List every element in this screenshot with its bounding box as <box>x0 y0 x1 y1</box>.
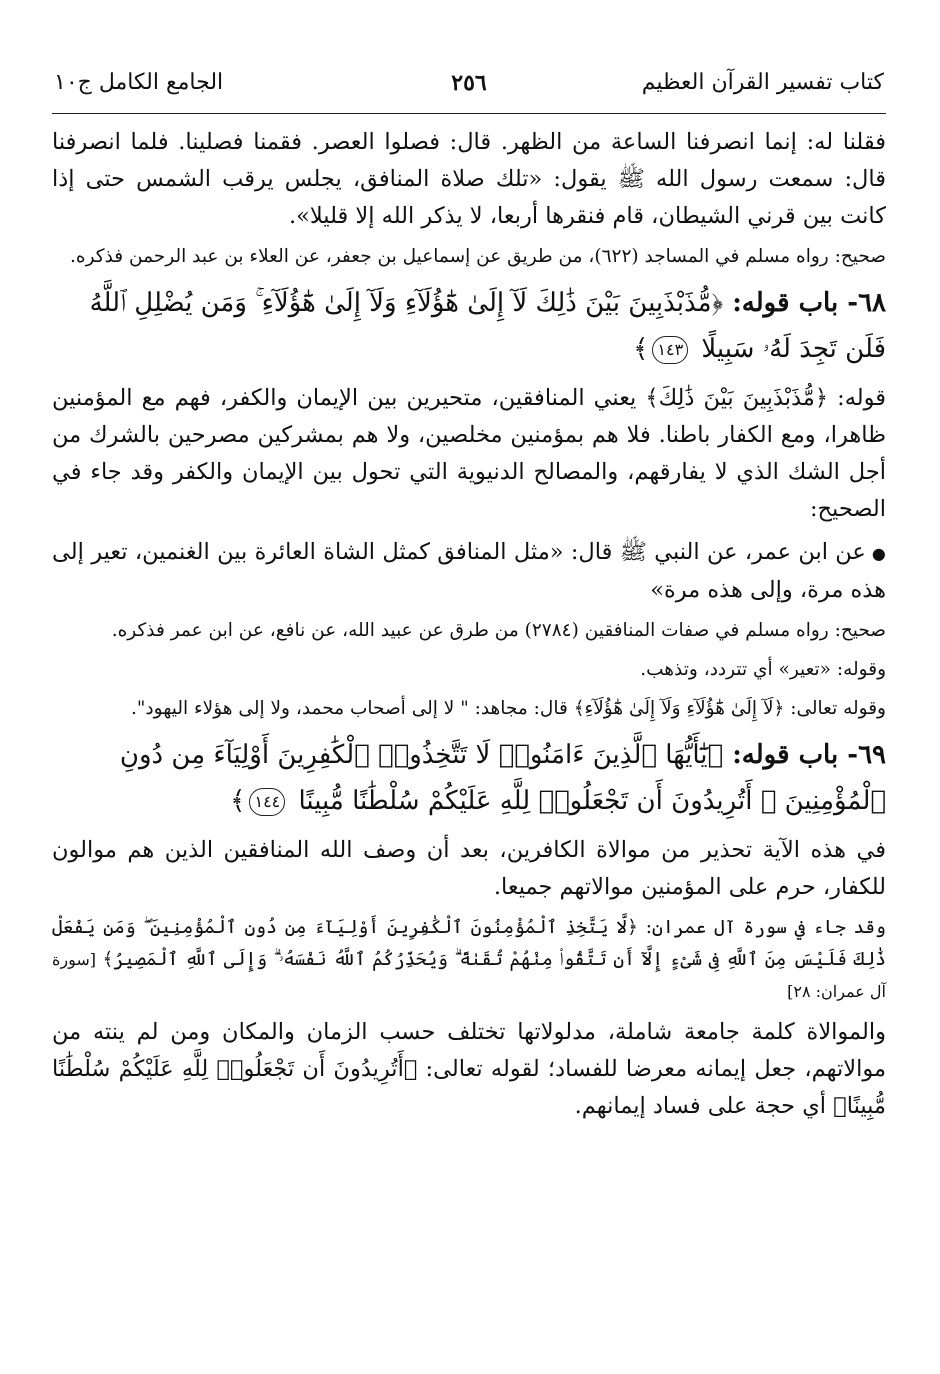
hadith-source: صحيح: رواه مسلم في صفات المنافقين (٢٧٨٤) من طرق عن عبيد الله، عن نافع، عن ابن عمر فذكره. <box>111 620 886 641</box>
quoted-verse-paragraph <box>52 912 886 1008</box>
volume-title: الجامع الكامل ج١٠ <box>54 70 224 95</box>
page-content <box>52 114 886 1125</box>
ayah-number-marker: ١٤٤ <box>249 788 285 816</box>
paragraph: في هذه الآية تحذير من موالاة الكافرين، بعد أن وصف الله المنافقين الذين هم موالون للكفار، حرم على المؤمنين موالاتهم جميعا. <box>52 837 886 900</box>
quran-verse: ﴿مُّذَبْذَبِينَ بَيْنَ ذَٰلِكَ لَآ إِلَىٰ هَٰٓؤُلَآءِ وَلَآ إِلَىٰ هَٰٓؤُلَآءِ ۚ وَمَن يُضْلِلِ ٱللَّهُ فَلَن تَجِدَ لَهُۥ سَبِيلًا <box>89 288 886 364</box>
verse-reference: [سورة آل عمران: ٢٨] <box>52 950 886 1001</box>
chapter-heading-69 <box>52 732 886 824</box>
paragraph: فقلنا له: إنما انصرفنا الساعة من الظهر. قال: فصلوا العصر. فقمنا فصلينا. فلما انصرفنا قال: سمعت رسول الله ﷺ يقول: «تلك صلاة المنافق، يجلس يرقب الشمس حتى إذا كانت بين قرني الشيطان، قام فنقرها أربعا، لا يذكر الله إلا قليلا». <box>52 129 886 229</box>
paragraph: والموالاة كلمة جامعة شاملة، مدلولاتها تختلف حسب الزمان والمكان ومن لم ينته من موالاتهم، جعل إيمانه معرضا للفساد؛ لقوله تعالى: ﴿أَتُرِيدُونَ أَن تَجْعَلُوا۟ لِلَّهِ عَلَيْكُمْ سُلْطَٰنًا مُّبِينًا﴾ أي حجة على فساد إيمانهم. <box>52 1019 886 1119</box>
page-header <box>52 0 886 114</box>
chapter-label: ٦٩- باب قوله: <box>732 740 886 770</box>
paragraph: قوله: ﴿مُّذَبْذَبِينَ بَيْنَ ذَٰلِكَ﴾ يعني المنافقين، متحيرين بين الإيمان والكفر، فهم مع المؤمنين ظاهرا، ومع الكفار باطنا. فلا هم بمؤمنين مخلصين، ولا هم بمشركين مصرحين بالشرك من أجل الشك الذي لا يفارقهم، والمصالح الدنيوية التي تحول بين الإيمان والكفر وقد جاء في الصحيح: <box>52 385 887 522</box>
quoted-verse-text: وقد جاء في سورة آل عمران: ﴿لَّا يَتَّخِذِ ٱلْمُؤْمِنُونَ ٱلْكَٰفِرِينَ أَوْلِيَآءَ مِن دُونِ ٱلْمُؤْمِنِينَ ۖ وَمَن يَفْعَلْ ذَٰلِكَ فَلَيْسَ مِنَ ٱللَّهِ فِى شَىْءٍ إِلَّآ أَن تَتَّقُوا۟ مِنْهُمْ تُقَىٰةً ۗ وَيُحَذِّرُكُمُ ٱللَّهُ نَفْسَهُۥ ۗ وَإِلَى ٱللَّهِ ٱلْمَصِيرُ﴾ <box>52 917 886 970</box>
book-title: كتاب تفسير القرآن العظيم <box>641 70 884 95</box>
chapter-label: ٦٨- باب قوله: <box>732 288 886 318</box>
explanation-note: وقوله: «تعير» أي تتردد، وتذهب. <box>640 659 886 680</box>
verse-close-bracket: ﴾ <box>633 334 649 364</box>
bullet-icon: ● <box>871 544 886 563</box>
quran-verse: ﴿يَٰٓأَيُّهَا ٱلَّذِينَ ءَامَنُوا۟ لَا تَتَّخِذُوا۟ ٱلْكَٰفِرِينَ أَوْلِيَآءَ مِن دُونِ ٱلْمُؤْمِنِينَ ۚ أَتُرِيدُونَ أَن تَجْعَلُوا۟ لِلَّهِ عَلَيْكُمْ سُلْطَٰنًا مُّبِينًا <box>119 740 886 816</box>
bullet-item <box>52 534 886 609</box>
commentary: وقوله تعالى: ﴿لَآ إِلَىٰ هَٰٓؤُلَآءِ وَلَآ إِلَىٰ هَٰٓؤُلَآءِ﴾ قال: مجاهد: " لا إلى أصحاب محمد، ولا إلى هؤلاء اليهود". <box>131 698 886 719</box>
page-number: ٢٥٦ <box>451 70 487 96</box>
chapter-heading-68 <box>52 280 886 372</box>
hadith-source: صحيح: رواه مسلم في المساجد (٦٢٢)، من طريق عن إسماعيل بن جعفر، عن العلاء بن عبد الرحمن فذكره. <box>70 246 886 267</box>
ayah-number-marker: ١٤٣ <box>652 336 688 364</box>
bullet-text: عن ابن عمر، عن النبي ﷺ قال: «مثل المنافق كمثل الشاة العائرة بين الغنمين، تعير إلى هذه مرة، وإلى هذه مرة» <box>52 539 886 603</box>
verse-close-bracket: ﴾ <box>230 786 246 816</box>
